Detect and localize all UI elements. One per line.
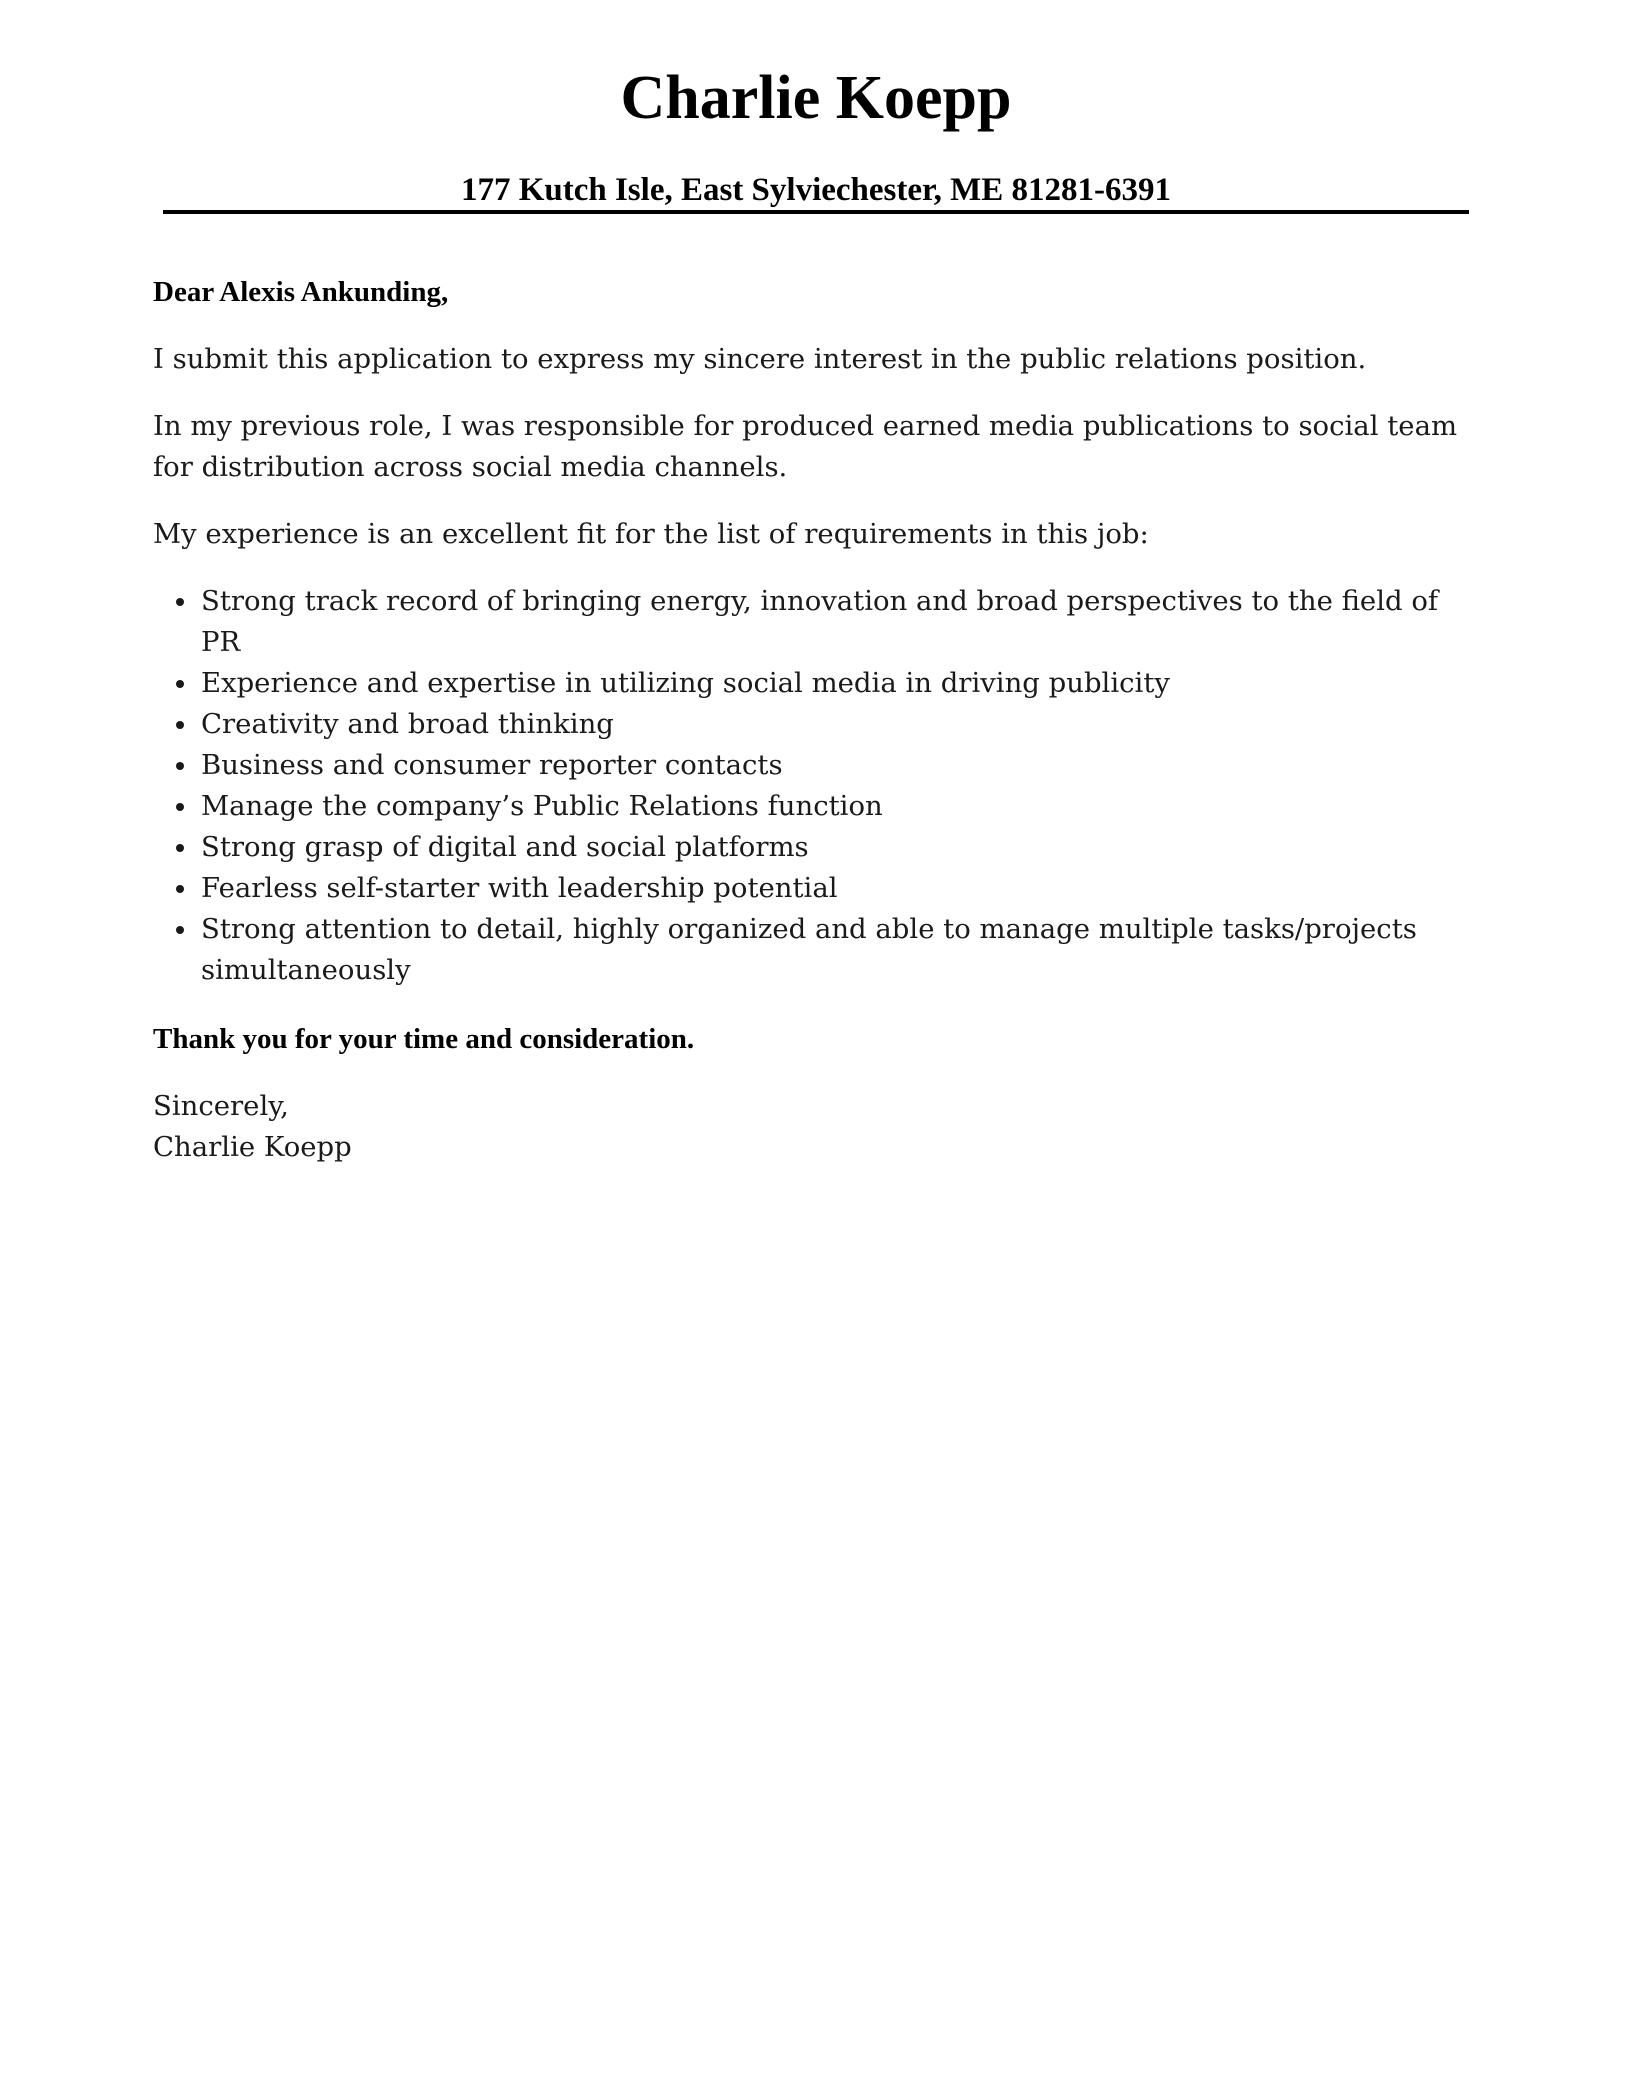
list-item: Manage the company’s Public Relations function <box>201 786 1473 827</box>
salutation: Dear Alexis Ankunding, <box>153 276 449 308</box>
header-divider <box>163 210 1469 214</box>
list-item: Creativity and broad thinking <box>201 704 1473 745</box>
list-item: Strong grasp of digital and social platforms <box>201 827 1473 868</box>
requirements-list <box>153 581 1473 991</box>
sender-name: Charlie Koepp <box>620 64 1012 132</box>
closing: Sincerely, <box>153 1090 289 1122</box>
sender-address: 177 Kutch Isle, East Sylviechester, ME 81281-6391 <box>460 172 1172 208</box>
experience-paragraph: In my previous role, I was responsible for produced earned media publications to social team for distribution across social media channels. <box>153 410 1458 483</box>
intro-paragraph: I submit this application to express my sincere interest in the public relations position. <box>153 343 1367 375</box>
list-item: Experience and expertise in utilizing social media in driving publicity <box>201 663 1473 704</box>
list-item: Strong attention to detail, highly organized and able to manage multiple tasks/projects simultaneously <box>201 909 1473 991</box>
letter-header <box>163 0 1469 210</box>
letter-body <box>153 272 1473 1168</box>
requirements-intro: My experience is an excellent fit for the list of requirements in this job: <box>153 518 1149 550</box>
list-item: Fearless self-starter with leadership potential <box>201 868 1473 909</box>
list-item: Business and consumer reporter contacts <box>201 745 1473 786</box>
list-item: Strong track record of bringing energy, innovation and broad perspectives to the field of PR <box>201 581 1473 663</box>
thanks-line: Thank you for your time and consideration. <box>153 1023 695 1055</box>
signature: Charlie Koepp <box>153 1131 352 1163</box>
